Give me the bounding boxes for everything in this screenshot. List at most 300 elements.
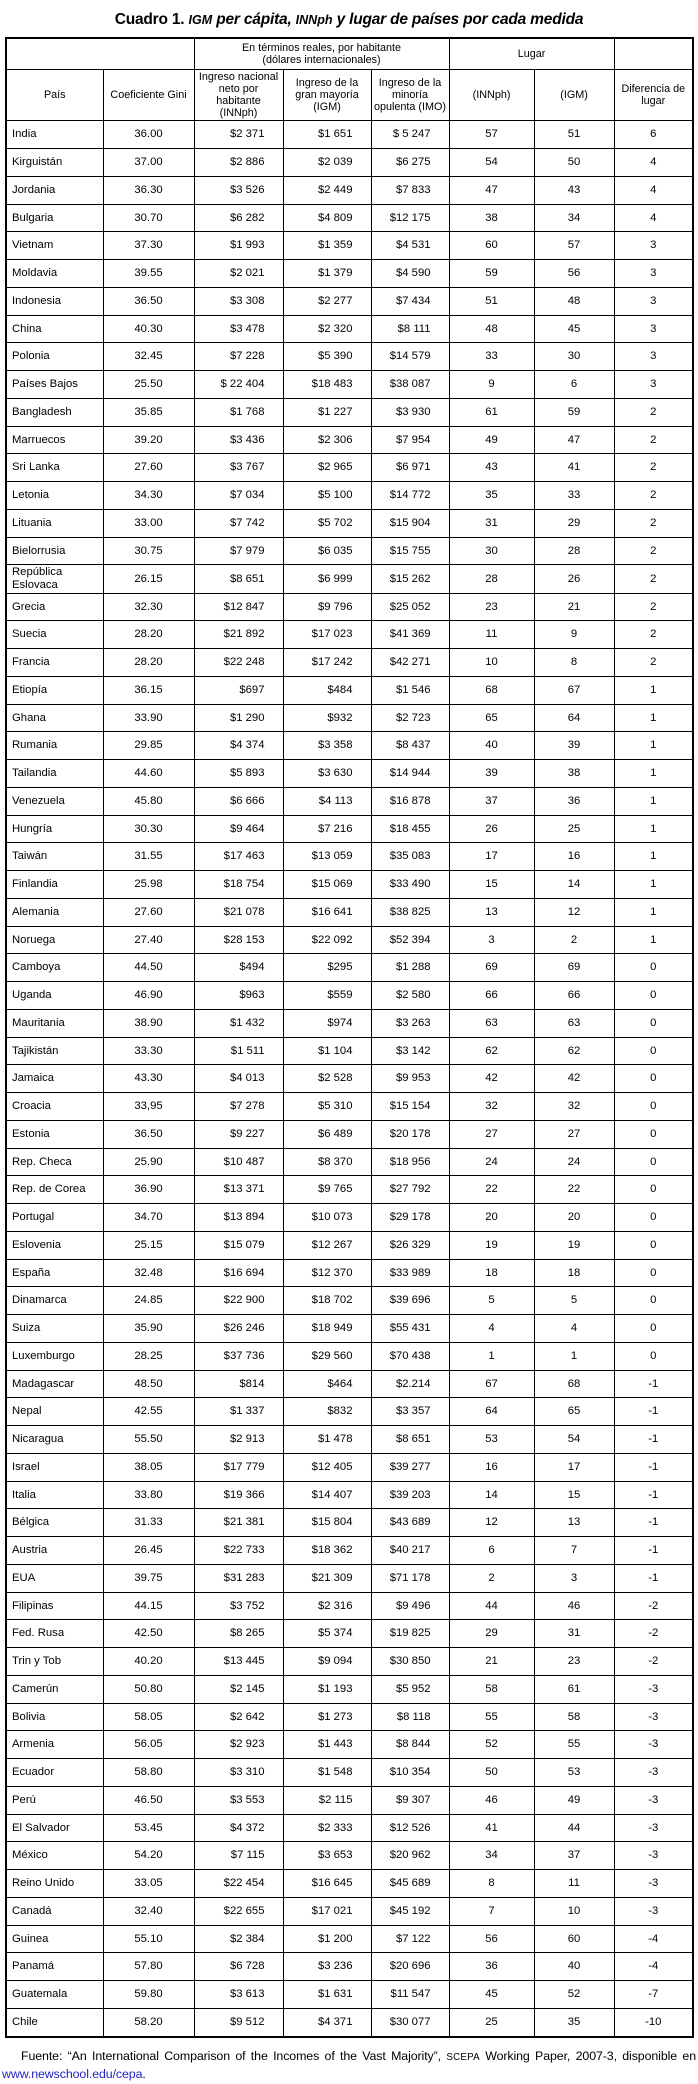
table-row (6, 454, 693, 482)
cell-rank-innph: 24 (449, 1148, 534, 1176)
cell-rank-igm: 57 (534, 232, 614, 260)
cell-rank-igm: 11 (534, 1870, 614, 1898)
cell-igm: $21 309 (283, 1564, 371, 1592)
cell-rank-innph: 35 (449, 482, 534, 510)
cell-country: Madagascar (6, 1370, 103, 1398)
table-row (6, 1953, 693, 1981)
cell-country: Israel (6, 1453, 103, 1481)
cell-rank-diff: 0 (614, 1065, 693, 1093)
cell-igm: $6 999 (283, 565, 371, 593)
cell-innph: $7 742 (194, 509, 283, 537)
cell-rank-diff: -3 (614, 1870, 693, 1898)
table-row (6, 1037, 693, 1065)
cell-imo: $1 288 (371, 954, 449, 982)
cell-igm: $1 548 (283, 1759, 371, 1787)
table-row (6, 1315, 693, 1343)
cell-innph: $13 445 (194, 1648, 283, 1676)
table-row (6, 176, 693, 204)
cell-innph: $22 454 (194, 1870, 283, 1898)
cell-imo: $1 546 (371, 676, 449, 704)
cell-rank-igm: 35 (534, 2008, 614, 2036)
cell-rank-diff: 4 (614, 204, 693, 232)
cell-imo: $7 833 (371, 176, 449, 204)
cell-rank-igm: 8 (534, 649, 614, 677)
cell-rank-diff: -3 (614, 1759, 693, 1787)
col-header-gini: Coeficiente Gini (103, 70, 194, 121)
cell-rank-diff: 2 (614, 537, 693, 565)
cell-rank-igm: 69 (534, 954, 614, 982)
title-middle: per cápita, (212, 11, 296, 28)
cell-rank-igm: 24 (534, 1148, 614, 1176)
cell-rank-innph: 61 (449, 398, 534, 426)
cell-innph: $19 366 (194, 1481, 283, 1509)
cell-rank-innph: 66 (449, 982, 534, 1010)
cell-country: Noruega (6, 926, 103, 954)
cell-innph: $9 512 (194, 2008, 283, 2036)
cell-rank-innph: 25 (449, 2008, 534, 2036)
cell-rank-diff: 1 (614, 732, 693, 760)
cell-gini: 58.80 (103, 1759, 194, 1787)
cell-innph: $31 283 (194, 1564, 283, 1592)
cell-imo: $30 850 (371, 1648, 449, 1676)
cell-igm: $18 362 (283, 1537, 371, 1565)
table-row (6, 315, 693, 343)
cell-gini: 50.80 (103, 1675, 194, 1703)
cell-rank-innph: 44 (449, 1592, 534, 1620)
cell-imo: $70 438 (371, 1342, 449, 1370)
column-header-row (6, 70, 693, 121)
cell-rank-diff: 6 (614, 121, 693, 149)
cell-rank-innph: 27 (449, 1120, 534, 1148)
cell-igm: $559 (283, 982, 371, 1010)
cell-rank-diff: 1 (614, 704, 693, 732)
title-suffix: y lugar de países por cada medida (332, 11, 584, 28)
cell-imo: $4 531 (371, 232, 449, 260)
cell-country: EUA (6, 1564, 103, 1592)
cell-imo: $4 590 (371, 260, 449, 288)
cell-rank-innph: 52 (449, 1731, 534, 1759)
cell-country: Francia (6, 649, 103, 677)
cell-innph: $2 642 (194, 1703, 283, 1731)
table-row (6, 649, 693, 677)
cell-country: Letonia (6, 482, 103, 510)
header-group-real-line2: (dólares internacionales) (262, 54, 381, 66)
cell-rank-igm: 18 (534, 1259, 614, 1287)
cell-innph: $ 22 404 (194, 371, 283, 399)
cell-rank-diff: 2 (614, 593, 693, 621)
cell-rank-innph: 21 (449, 1648, 534, 1676)
cell-country: Trin y Tob (6, 1648, 103, 1676)
cell-country: Marruecos (6, 426, 103, 454)
cell-country: Ecuador (6, 1759, 103, 1787)
cell-gini: 31.55 (103, 843, 194, 871)
cell-innph: $28 153 (194, 926, 283, 954)
cell-rank-igm: 5 (534, 1287, 614, 1315)
table-row (6, 1370, 693, 1398)
table-row (6, 1148, 693, 1176)
cell-rank-igm: 6 (534, 371, 614, 399)
cell-country: México (6, 1842, 103, 1870)
cell-innph: $3 478 (194, 315, 283, 343)
cell-gini: 38.90 (103, 1009, 194, 1037)
cell-imo: $2 580 (371, 982, 449, 1010)
cell-innph: $3 310 (194, 1759, 283, 1787)
cell-rank-diff: 2 (614, 621, 693, 649)
cell-innph: $1 337 (194, 1398, 283, 1426)
cell-country: Grecia (6, 593, 103, 621)
cell-igm: $832 (283, 1398, 371, 1426)
source-scepa: SCEPA (446, 2051, 480, 2063)
cell-rank-innph: 4 (449, 1315, 534, 1343)
cell-rank-diff: 0 (614, 1037, 693, 1065)
cell-gini: 33.00 (103, 509, 194, 537)
cell-rank-igm: 52 (534, 1981, 614, 2009)
cell-imo: $11 547 (371, 1981, 449, 2009)
cell-innph: $21 892 (194, 621, 283, 649)
cell-gini: 28.20 (103, 649, 194, 677)
cell-country: Estonia (6, 1120, 103, 1148)
cell-innph: $8 265 (194, 1620, 283, 1648)
cell-rank-diff: 2 (614, 565, 693, 593)
cell-rank-innph: 60 (449, 232, 534, 260)
cell-rank-innph: 3 (449, 926, 534, 954)
table-row (6, 537, 693, 565)
cell-imo: $8 437 (371, 732, 449, 760)
title-igm-abbrev: IGM (188, 13, 213, 27)
cell-gini: 39.20 (103, 426, 194, 454)
cell-gini: 30.30 (103, 815, 194, 843)
cell-country: Guatemala (6, 1981, 103, 2009)
cell-innph: $1 432 (194, 1009, 283, 1037)
table-row (6, 1176, 693, 1204)
cell-country: El Salvador (6, 1814, 103, 1842)
table-row (6, 371, 693, 399)
table-row (6, 260, 693, 288)
cell-rank-diff: 0 (614, 1231, 693, 1259)
cell-imo: $39 277 (371, 1453, 449, 1481)
cell-innph: $3 526 (194, 176, 283, 204)
cell-country: Chile (6, 2008, 103, 2036)
cell-country: Perú (6, 1786, 103, 1814)
cell-gini: 31.33 (103, 1509, 194, 1537)
cell-rank-innph: 26 (449, 815, 534, 843)
table-row (6, 1426, 693, 1454)
cell-igm: $2 449 (283, 176, 371, 204)
cell-rank-diff: 1 (614, 815, 693, 843)
cell-rank-igm: 30 (534, 343, 614, 371)
cell-gini: 45.80 (103, 787, 194, 815)
cell-innph: $22 900 (194, 1287, 283, 1315)
cell-rank-diff: 2 (614, 426, 693, 454)
cell-country: Austria (6, 1537, 103, 1565)
cell-rank-igm: 1 (534, 1342, 614, 1370)
cell-rank-igm: 22 (534, 1176, 614, 1204)
cell-rank-igm: 21 (534, 593, 614, 621)
cell-rank-innph: 62 (449, 1037, 534, 1065)
cell-rank-igm: 37 (534, 1842, 614, 1870)
cell-igm: $1 631 (283, 1981, 371, 2009)
table-row (6, 1675, 693, 1703)
cell-country: Dinamarca (6, 1287, 103, 1315)
cell-gini: 28.25 (103, 1342, 194, 1370)
cell-igm: $5 374 (283, 1620, 371, 1648)
cell-rank-diff: 3 (614, 315, 693, 343)
cell-imo: $16 878 (371, 787, 449, 815)
cell-innph: $2 384 (194, 1925, 283, 1953)
cell-innph: $6 666 (194, 787, 283, 815)
cell-rank-igm: 56 (534, 260, 614, 288)
cell-country: Bolivia (6, 1703, 103, 1731)
cell-gini: 58.20 (103, 2008, 194, 2036)
col-header-rank-innph: (INNph) (449, 70, 534, 121)
cell-imo: $42 271 (371, 649, 449, 677)
cell-innph: $9 227 (194, 1120, 283, 1148)
cell-innph: $2 371 (194, 121, 283, 149)
cell-rank-diff: 2 (614, 454, 693, 482)
cell-igm: $484 (283, 676, 371, 704)
cell-innph: $17 463 (194, 843, 283, 871)
cell-rank-innph: 50 (449, 1759, 534, 1787)
cell-gini: 37.30 (103, 232, 194, 260)
cell-country: Italia (6, 1481, 103, 1509)
cell-country: Tajikistán (6, 1037, 103, 1065)
cell-igm: $12 267 (283, 1231, 371, 1259)
cell-rank-innph: 6 (449, 1537, 534, 1565)
cell-country: Bielorrusia (6, 537, 103, 565)
cell-igm: $5 390 (283, 343, 371, 371)
cell-igm: $3 236 (283, 1953, 371, 1981)
table-row (6, 1120, 693, 1148)
cell-innph: $37 736 (194, 1342, 283, 1370)
table-row (6, 871, 693, 899)
cell-rank-innph: 31 (449, 509, 534, 537)
cell-imo: $20 178 (371, 1120, 449, 1148)
cell-imo: $71 178 (371, 1564, 449, 1592)
cell-country: Mauritania (6, 1009, 103, 1037)
table-row (6, 232, 693, 260)
cell-gini: 27.60 (103, 898, 194, 926)
table-row (6, 1065, 693, 1093)
table-row (6, 1204, 693, 1232)
cell-rank-igm: 51 (534, 121, 614, 149)
table-row (6, 343, 693, 371)
cell-country: Nepal (6, 1398, 103, 1426)
cell-rank-diff: -3 (614, 1842, 693, 1870)
cell-rank-innph: 33 (449, 343, 534, 371)
cell-imo: $18 956 (371, 1148, 449, 1176)
cell-gini: 40.30 (103, 315, 194, 343)
cell-gini: 33,95 (103, 1093, 194, 1121)
cell-rank-diff: 0 (614, 982, 693, 1010)
col-header-imo: Ingreso de la minoría opulenta (IMO) (371, 70, 449, 121)
cell-igm: $14 407 (283, 1481, 371, 1509)
cell-imo: $18 455 (371, 815, 449, 843)
col-header-rank-igm: (IGM) (534, 70, 614, 121)
cell-imo: $25 052 (371, 593, 449, 621)
cell-rank-igm: 17 (534, 1453, 614, 1481)
table-row (6, 482, 693, 510)
cell-imo: $3 930 (371, 398, 449, 426)
cell-igm: $12 405 (283, 1453, 371, 1481)
cell-rank-igm: 42 (534, 1065, 614, 1093)
cell-igm: $2 333 (283, 1814, 371, 1842)
cell-imo: $20 696 (371, 1953, 449, 1981)
cell-rank-diff: -1 (614, 1426, 693, 1454)
cell-rank-igm: 32 (534, 1093, 614, 1121)
table-row (6, 1537, 693, 1565)
table-row (6, 760, 693, 788)
cell-gini: 26.15 (103, 565, 194, 593)
table-row (6, 1648, 693, 1676)
cell-igm: $16 645 (283, 1870, 371, 1898)
table-row (6, 676, 693, 704)
cell-gini: 36.15 (103, 676, 194, 704)
cell-igm: $5 100 (283, 482, 371, 510)
cell-gini: 42.55 (103, 1398, 194, 1426)
cell-rank-innph: 38 (449, 204, 534, 232)
cell-rank-igm: 2 (534, 926, 614, 954)
header-empty-right (614, 38, 693, 70)
cell-imo: $45 689 (371, 1870, 449, 1898)
cell-rank-igm: 67 (534, 676, 614, 704)
cell-rank-igm: 29 (534, 509, 614, 537)
cell-rank-diff: 1 (614, 926, 693, 954)
cell-imo: $2.214 (371, 1370, 449, 1398)
header-group-lugar: Lugar (449, 38, 614, 70)
cell-rank-igm: 54 (534, 1426, 614, 1454)
cell-rank-diff: 3 (614, 371, 693, 399)
cell-igm: $2 316 (283, 1592, 371, 1620)
cell-rank-diff: 2 (614, 482, 693, 510)
cell-rank-igm: 20 (534, 1204, 614, 1232)
cell-rank-innph: 46 (449, 1786, 534, 1814)
cell-gini: 32.40 (103, 1897, 194, 1925)
cell-imo: $39 696 (371, 1287, 449, 1315)
table-row (6, 1897, 693, 1925)
cell-country: Bulgaria (6, 204, 103, 232)
cell-rank-diff: 2 (614, 649, 693, 677)
cell-rank-diff: -1 (614, 1370, 693, 1398)
cell-imo: $33 490 (371, 871, 449, 899)
cell-innph: $2 021 (194, 260, 283, 288)
table-row (6, 1009, 693, 1037)
cell-rank-innph: 30 (449, 537, 534, 565)
source-link[interactable]: www.newschool.edu/cepa (2, 2067, 143, 2082)
cell-country: Ghana (6, 704, 103, 732)
cell-country: Guinea (6, 1925, 103, 1953)
cell-gini: 33.05 (103, 1870, 194, 1898)
page-title (0, 11, 698, 29)
cell-imo: $9 496 (371, 1592, 449, 1620)
table-row (6, 509, 693, 537)
cell-innph: $10 487 (194, 1148, 283, 1176)
source-text-end: . (142, 2067, 146, 2082)
cell-gini: 36.30 (103, 176, 194, 204)
cell-imo: $33 989 (371, 1259, 449, 1287)
cell-rank-innph: 63 (449, 1009, 534, 1037)
cell-innph: $16 694 (194, 1259, 283, 1287)
cell-rank-igm: 60 (534, 1925, 614, 1953)
cell-innph: $3 436 (194, 426, 283, 454)
cell-innph: $1 290 (194, 704, 283, 732)
cell-rank-innph: 56 (449, 1925, 534, 1953)
cell-rank-igm: 49 (534, 1786, 614, 1814)
cell-igm: $3 630 (283, 760, 371, 788)
cell-gini: 32.45 (103, 343, 194, 371)
cell-innph: $963 (194, 982, 283, 1010)
table-row (6, 426, 693, 454)
cell-rank-igm: 15 (534, 1481, 614, 1509)
cell-country: Camboya (6, 954, 103, 982)
country-income-table (5, 37, 694, 2038)
cell-gini: 35.85 (103, 398, 194, 426)
cell-rank-igm: 16 (534, 843, 614, 871)
table-row (6, 815, 693, 843)
cell-gini: 36.50 (103, 287, 194, 315)
cell-rank-diff: -3 (614, 1675, 693, 1703)
cell-igm: $15 069 (283, 871, 371, 899)
cell-rank-innph: 23 (449, 593, 534, 621)
cell-rank-diff: -7 (614, 1981, 693, 2009)
cell-imo: $35 083 (371, 843, 449, 871)
table-row (6, 1231, 693, 1259)
cell-rank-diff: -4 (614, 1925, 693, 1953)
cell-gini: 24.85 (103, 1287, 194, 1315)
cell-rank-innph: 57 (449, 121, 534, 149)
cell-igm: $4 809 (283, 204, 371, 232)
cell-gini: 33.30 (103, 1037, 194, 1065)
cell-rank-igm: 61 (534, 1675, 614, 1703)
cell-rank-innph: 67 (449, 1370, 534, 1398)
cell-imo: $39 203 (371, 1481, 449, 1509)
cell-innph: $7 979 (194, 537, 283, 565)
cell-rank-diff: 3 (614, 287, 693, 315)
cell-country: Luxemburgo (6, 1342, 103, 1370)
cell-igm: $9 094 (283, 1648, 371, 1676)
cell-country: Camerún (6, 1675, 103, 1703)
cell-igm: $1 193 (283, 1675, 371, 1703)
cell-rank-innph: 8 (449, 1870, 534, 1898)
cell-rank-innph: 39 (449, 760, 534, 788)
cell-gini: 37.00 (103, 149, 194, 177)
table-row (6, 1759, 693, 1787)
table-row (6, 1870, 693, 1898)
cell-imo: $2 723 (371, 704, 449, 732)
cell-rank-diff: 3 (614, 232, 693, 260)
cell-innph: $22 248 (194, 649, 283, 677)
cell-rank-diff: 0 (614, 1315, 693, 1343)
cell-igm: $1 379 (283, 260, 371, 288)
cell-rank-igm: 63 (534, 1009, 614, 1037)
cell-rank-igm: 44 (534, 1814, 614, 1842)
cell-igm: $9 796 (283, 593, 371, 621)
cell-rank-diff: -2 (614, 1592, 693, 1620)
cell-gini: 34.30 (103, 482, 194, 510)
cell-rank-igm: 34 (534, 204, 614, 232)
cell-gini: 32.48 (103, 1259, 194, 1287)
cell-rank-igm: 36 (534, 787, 614, 815)
cell-gini: 36.00 (103, 121, 194, 149)
cell-imo: $8 651 (371, 1426, 449, 1454)
cell-country: Portugal (6, 1204, 103, 1232)
cell-country: Vietnam (6, 232, 103, 260)
cell-rank-igm: 12 (534, 898, 614, 926)
cell-gini: 56.05 (103, 1731, 194, 1759)
cell-innph: $2 886 (194, 149, 283, 177)
source-note (2, 2047, 696, 2084)
cell-rank-innph: 47 (449, 176, 534, 204)
cell-igm: $5 310 (283, 1093, 371, 1121)
